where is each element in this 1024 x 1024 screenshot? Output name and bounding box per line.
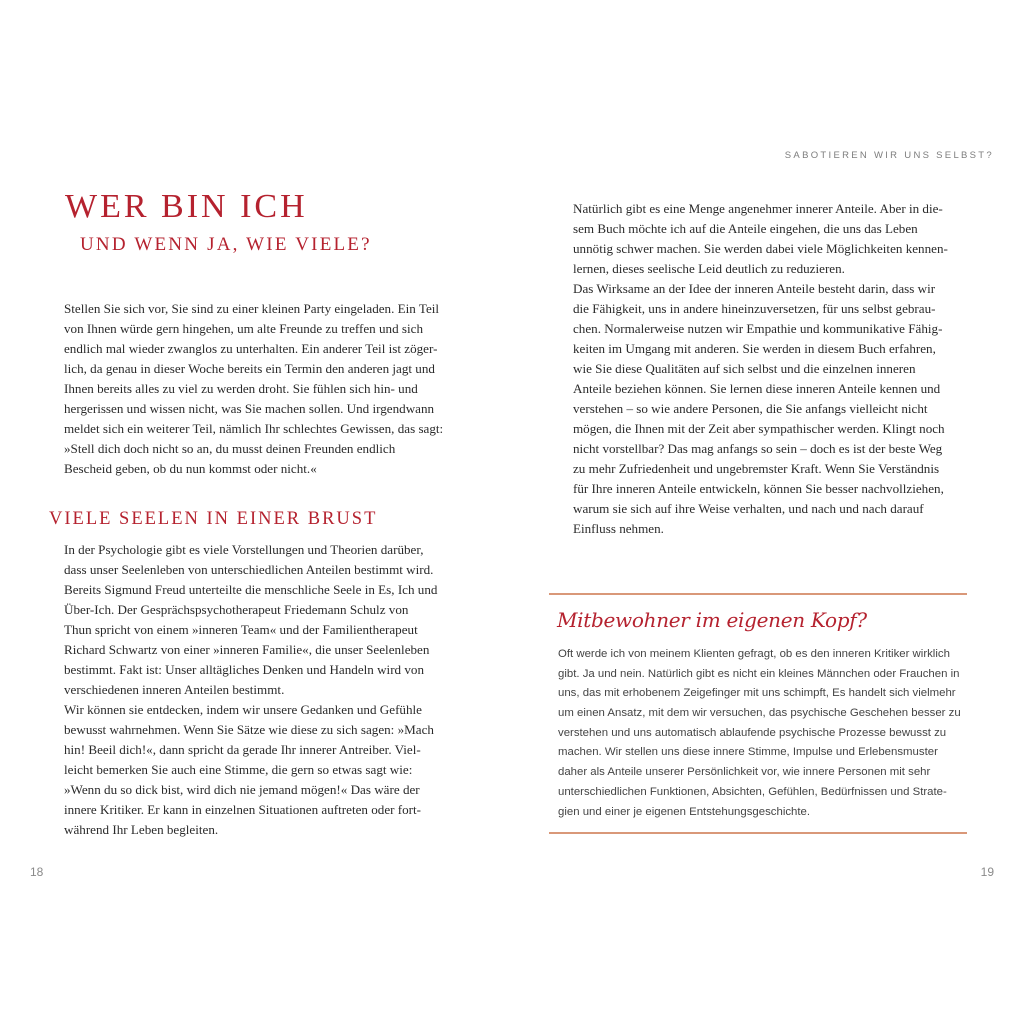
text-line: nicht vorstellbar? Das mag anfangs so sein – doch es ist der beste Weg [573,441,943,456]
section-heading: VIELE SEELEN IN EINER BRUST [49,509,378,529]
text-line: Thun spricht von einem »inneren Team« und der Familientherapeut [64,622,418,637]
text-line: für Ihre inneren Anteile entwickeln, können Sie besser nachvollziehen, [573,481,944,496]
text-line: sem Buch möchte ich auf die Anteile eingehen, die uns das Leben [573,221,918,236]
page-number-left: 18 [30,865,44,879]
page-number-right: 19 [980,865,994,879]
text-line: Wir können sie entdecken, indem wir unsere Gedanken und Gefühle [64,702,422,717]
text-line: gien und einer je eigenen Entstehungsgeschichte. [558,805,811,818]
text-line: lich, da genau in dieser Woche bereits ein Termin den anderen jagt und [64,361,435,376]
text-line: innere Kritiker. Er kann in einzelnen Situationen auftreten oder fort- [64,802,422,817]
text-line: Das Wirksame an der Idee der inneren Anteile besteht darin, dass wir [573,281,936,296]
text-line: zu mehr Zufriedenheit und ungebremster Kraft. Wenn Sie Verständnis [573,461,940,476]
text-line: Richard Schwartz von einer »inneren Familie«, die unser Seelenleben [64,642,430,657]
text-line: uns, das mit erhobenem Zeigefinger mit uns schimpft, Es handelt sich vielmehr [558,687,956,700]
text-line: Oft werde ich von meinem Klienten gefragt, ob es den inneren Kritiker wirklich [558,648,950,660]
text-line: leicht bemerken Sie auch eine Stimme, die gern so etwas sagt wie: [64,762,413,777]
right-page-body [573,199,948,539]
text-line: dass unser Seelenleben von unterschiedlichen Anteilen bestimmt wird. [64,562,434,577]
text-line: Stellen Sie sich vor, Sie sind zu einer kleinen Party eingeladen. Ein Teil [64,301,440,316]
text-line: »Wenn du so dick bist, wird dich nie jemand mögen!« Das wäre der [64,782,420,797]
text-line: Einfluss nehmen. [573,521,664,536]
chapter-title: WER BIN ICH [65,188,308,225]
text-line: Bereits Sigmund Freud unterteilte die menschliche Seele in Es, Ich und [64,582,438,597]
text-line: bestimmt. Fakt ist: Unser alltägliches Denken und Handeln wird von [64,662,425,677]
text-line: Ihnen bereits alles zu viel zu werden droht. Sie fühlen sich hin- und [64,381,418,396]
text-line: bewusst wahrnehmen. Wenn Sie Sätze wie diese zu sich sagen: »Mach [64,722,434,737]
box-bottom-rule [549,832,967,834]
text-line: Natürlich gibt es eine Menge angenehmer innerer Anteile. Aber in die- [573,201,943,216]
text-line: von Ihnen würde gern hingehen, um alte Freunde zu treffen und sich [64,321,423,336]
text-line: um einen Ansatz, mit dem wir versuchen, das psychische Geschehen besser zu [558,707,961,720]
text-line: »Stell dich doch nicht so an, du musst deinen Freunden endlich [64,441,396,456]
intro-paragraph [64,299,443,479]
text-line: während Ihr Leben begleiten. [64,822,219,837]
text-line: lernen, dieses seelische Leid deutlich zu reduzieren. [573,261,845,276]
text-line: gibt. Ja und nein. Natürlich gibt es nicht ein kleines Männchen oder Frauchen in [558,667,960,680]
text-line: machen. Wir stellen uns diese innere Stimme, Impulse und Erlebensmuster [558,746,938,759]
text-line: Über-Ich. Der Gesprächspsychotherapeut Friedemann Schulz von [64,602,409,617]
box-title: Mitbewohner im eigenen Kopf? [557,608,867,632]
box-body [558,645,961,822]
text-line: verstehen und uns automatisch ablaufende psychische Prozesse bewusst zu [558,726,947,739]
text-line: In der Psychologie gibt es viele Vorstellungen und Theorien darüber, [64,542,424,557]
text-line: Bescheid geben, ob du nun kommst oder nicht.« [64,461,317,476]
text-line: hergerissen und wissen nicht, was Sie machen sollen. Und irgendwann [64,401,435,416]
section-body [64,540,437,840]
text-line: hin! Beeil dich!«, dann spricht da gerade Ihr innerer Antreiber. Viel- [64,742,421,757]
text-line: unterschiedlichen Funktionen, Absichten, Gefühlen, Bedürfnissen und Strate- [558,785,947,798]
text-line: endlich mal wieder zwanglos zu unterhalten. Ein anderer Teil ist zöger- [64,341,438,356]
box-top-rule [549,593,967,595]
text-line: unnötig schwer machen. Sie werden dabei viele Möglichkeiten kennen- [573,241,948,256]
text-line: verschiedenen inneren Anteilen bestimmt. [64,682,285,697]
text-line: verstehen – so wie andere Personen, die Sie anfangs vielleicht nicht [573,401,928,416]
text-line: wie Sie diese Qualitäten auf sich selbst und die einzelnen inneren [573,361,916,376]
chapter-subtitle: UND WENN JA, WIE VIELE? [80,234,372,255]
text-line: chen. Normalerweise nutzen wir Empathie und kommunikative Fähig- [573,321,943,336]
text-line: warum sie sich auf ihre Weise verhalten, und nach und nach darauf [573,501,924,516]
text-line: Anteile beziehen können. Sie lernen diese inneren Anteile kennen und [573,381,941,396]
text-line: die Fähigkeit, uns in andere hineinzuversetzen, für uns selbst gebrau- [573,301,936,316]
text-line: keiten im Umgang mit anderen. Sie werden in diesem Buch erfahren, [573,341,936,356]
text-line: daher als Anteile unserer Persönlichkeit vor, wie innere Personen mit sehr [558,766,931,779]
text-line: meldet sich ein weiterer Teil, nämlich Ihr schlechtes Gewissen, das sagt: [64,421,444,436]
text-line: mögen, die Ihnen mit der Zeit aber sympathischer werden. Klingt noch [573,421,945,436]
running-head: SABOTIEREN WIR UNS SELBST? [784,150,994,161]
